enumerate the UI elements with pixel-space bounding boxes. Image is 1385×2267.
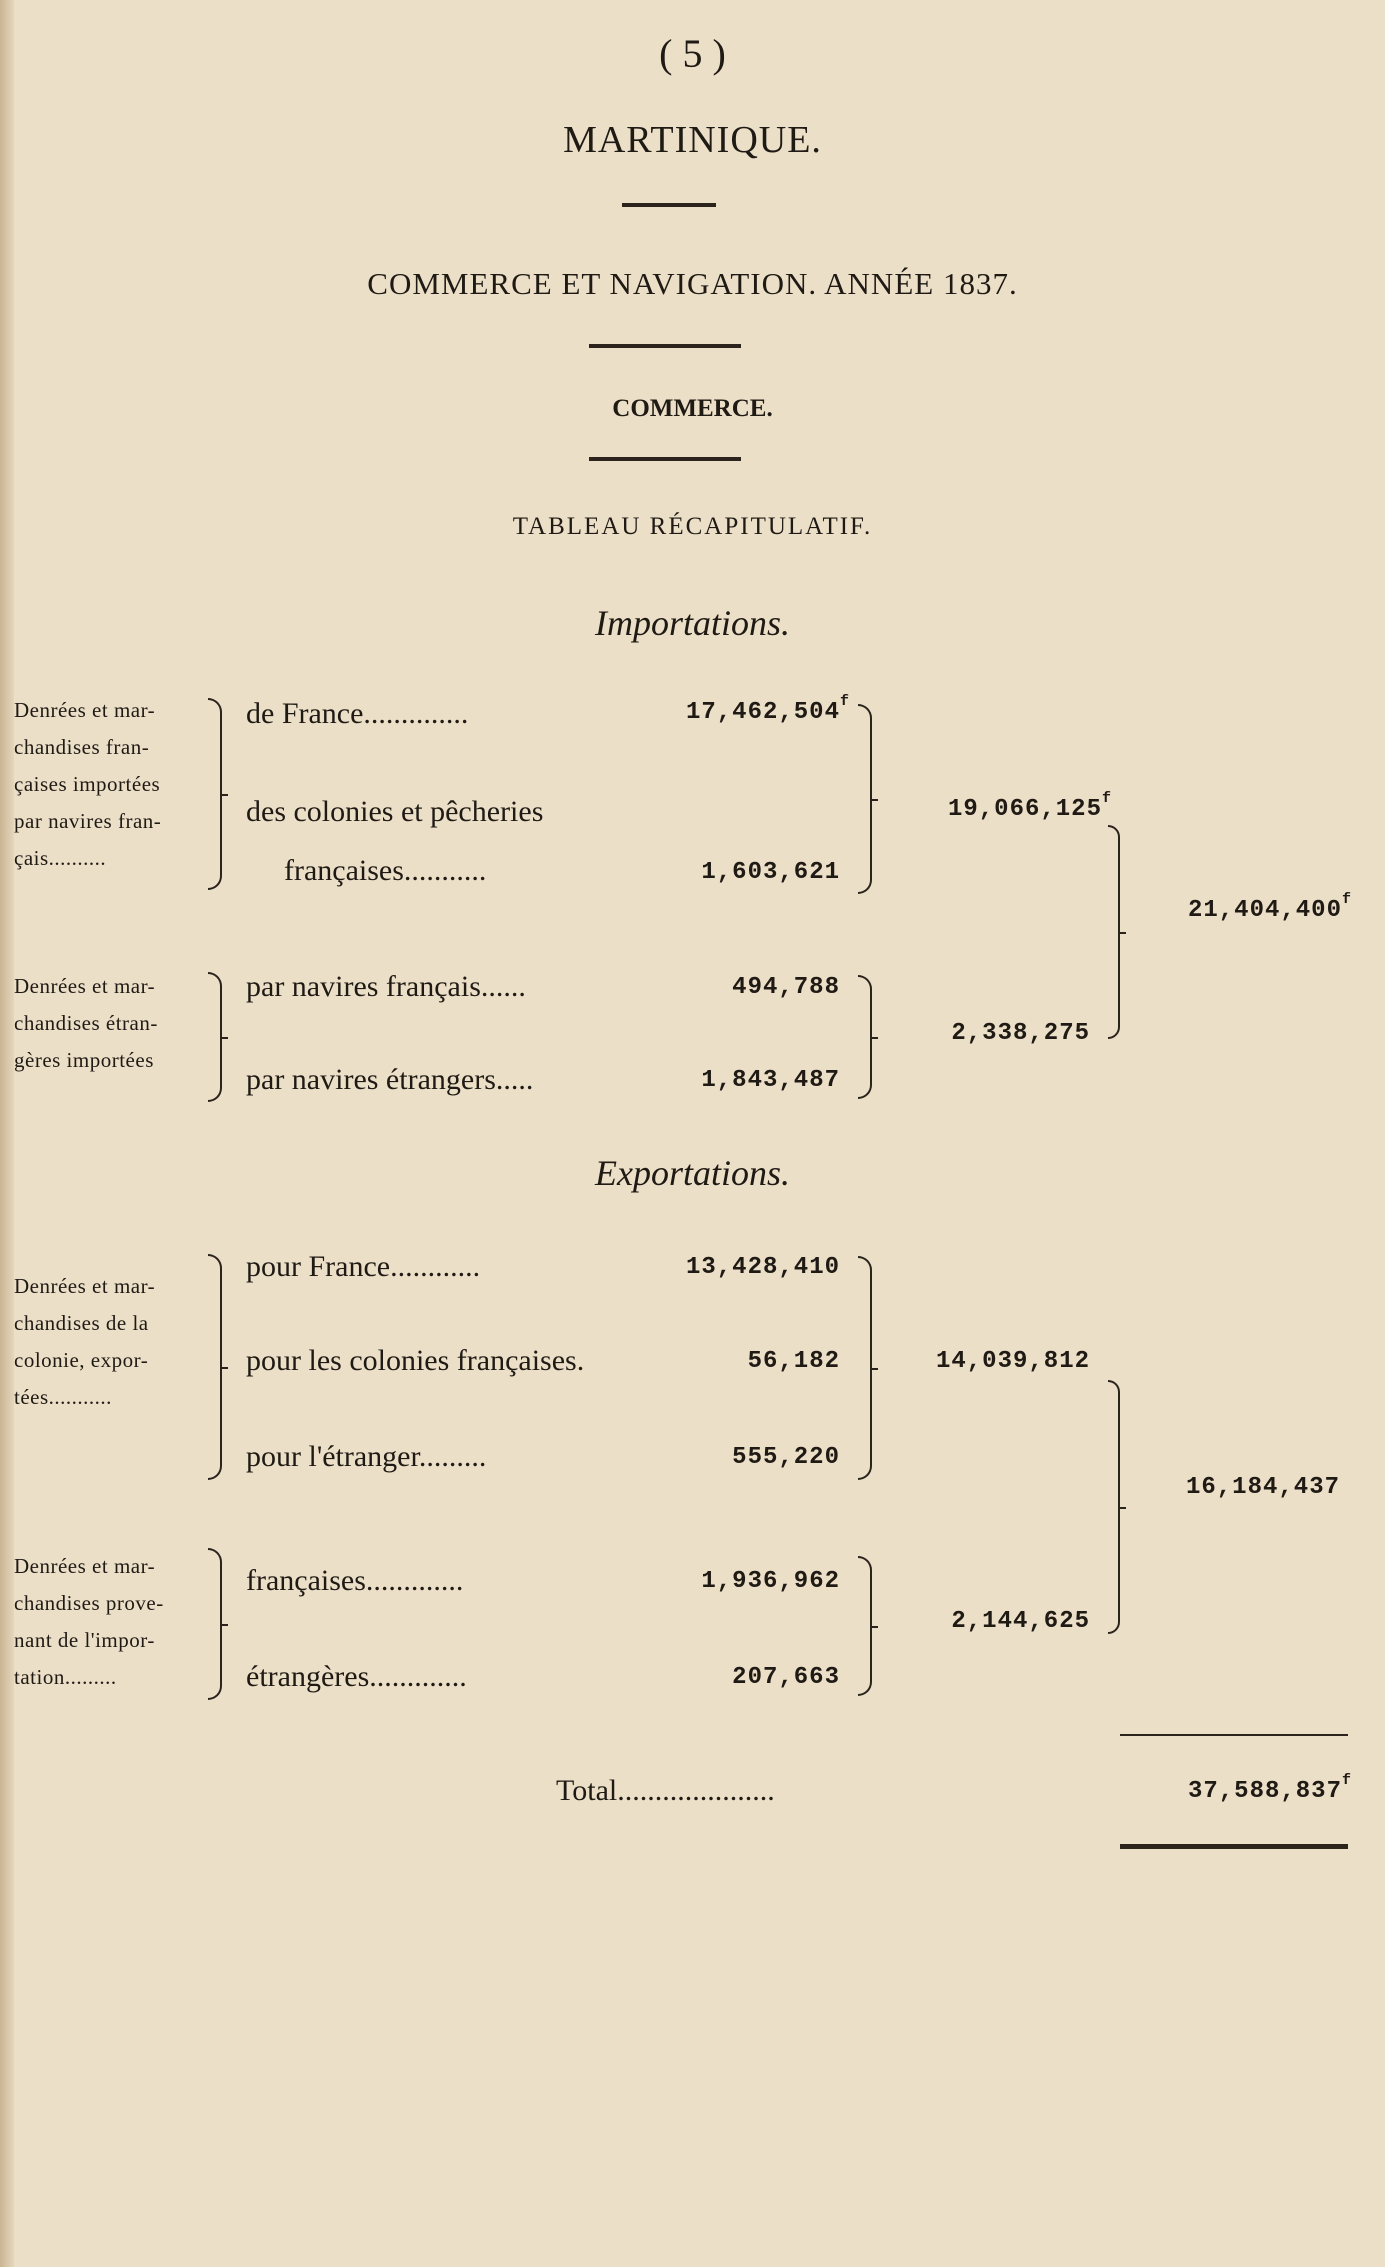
brace — [208, 1548, 222, 1700]
row-value: 56,182 — [747, 1348, 840, 1375]
brace — [208, 972, 222, 1102]
brace — [858, 1256, 872, 1480]
brace — [208, 1254, 222, 1480]
row-value: 1,843,487 — [701, 1067, 840, 1094]
row-value: 1,603,621 — [701, 859, 840, 886]
divider — [589, 344, 741, 348]
brace — [858, 704, 872, 894]
row-label-cont: françaises........... — [284, 854, 487, 887]
colony-title: MARTINIQUE. — [563, 119, 822, 161]
importations-title: Importations. — [594, 603, 790, 643]
row-label: des colonies et pêcheries — [246, 795, 544, 828]
imports-group1-label: Denrées et mar- chandises fran- çaises importées par navires fran- çais.......... — [14, 698, 162, 870]
subtotal: 2,144,625 — [951, 1608, 1090, 1635]
row-value: 13,428,410 — [685, 1254, 840, 1281]
brace — [1108, 825, 1120, 1039]
exportations-title: Exportations. — [595, 1153, 790, 1193]
brace — [858, 975, 872, 1099]
exports-total: 16,184,437 — [1185, 1474, 1340, 1501]
row-value: 494,788 — [732, 974, 840, 1001]
imports-total: 21,404,400$^f$ — [1187, 891, 1352, 924]
row-value: 555,220 — [732, 1444, 840, 1471]
divider — [589, 457, 741, 461]
imports-group2-label: Denrées et mar- chandises étran- gères importées — [14, 974, 158, 1072]
row-label: françaises............. — [246, 1564, 464, 1597]
row-value: 1,936,962 — [701, 1568, 840, 1595]
total-label: Total..................... — [556, 1774, 775, 1807]
brace — [1108, 1380, 1120, 1634]
total-rule — [1120, 1734, 1348, 1736]
subtotal: 19,066,125$^f$ — [947, 790, 1112, 823]
grand-total: 37,588,837$^f$ — [1187, 1772, 1352, 1805]
table-title: TABLEAU RÉCAPITULATIF. — [512, 513, 873, 540]
brace — [208, 698, 222, 890]
row-label: par navires étrangers..... — [246, 1063, 534, 1096]
heading: COMMERCE ET NAVIGATION. ANNÉE 1837. — [367, 266, 1018, 301]
row-label: par navires français...... — [246, 970, 526, 1003]
exports-group1-label: Denrées et mar- chandises de la colonie, expor- tées........... — [14, 1274, 156, 1409]
page-number: ( 5 ) — [659, 31, 726, 76]
subtotal: 2,338,275 — [951, 1020, 1090, 1047]
row-label: pour l'étranger......... — [246, 1440, 487, 1473]
row-label: pour les colonies françaises. — [246, 1344, 585, 1377]
divider — [622, 203, 716, 207]
row-label: pour France............ — [246, 1250, 481, 1283]
double-rule — [1120, 1844, 1348, 1849]
row-label: de France.............. — [246, 697, 469, 730]
exports-group2-label: Denrées et mar- chandises prove- nant de l'impor- tation......... — [14, 1554, 164, 1689]
page-edge — [0, 0, 14, 2267]
subtotal: 14,039,812 — [935, 1348, 1090, 1375]
subheading: COMMERCE. — [612, 395, 773, 422]
row-value: 17,462,504$^f$ — [685, 693, 850, 726]
brace — [858, 1556, 872, 1696]
row-label: étrangères............. — [246, 1660, 467, 1693]
row-value: 207,663 — [732, 1664, 840, 1691]
